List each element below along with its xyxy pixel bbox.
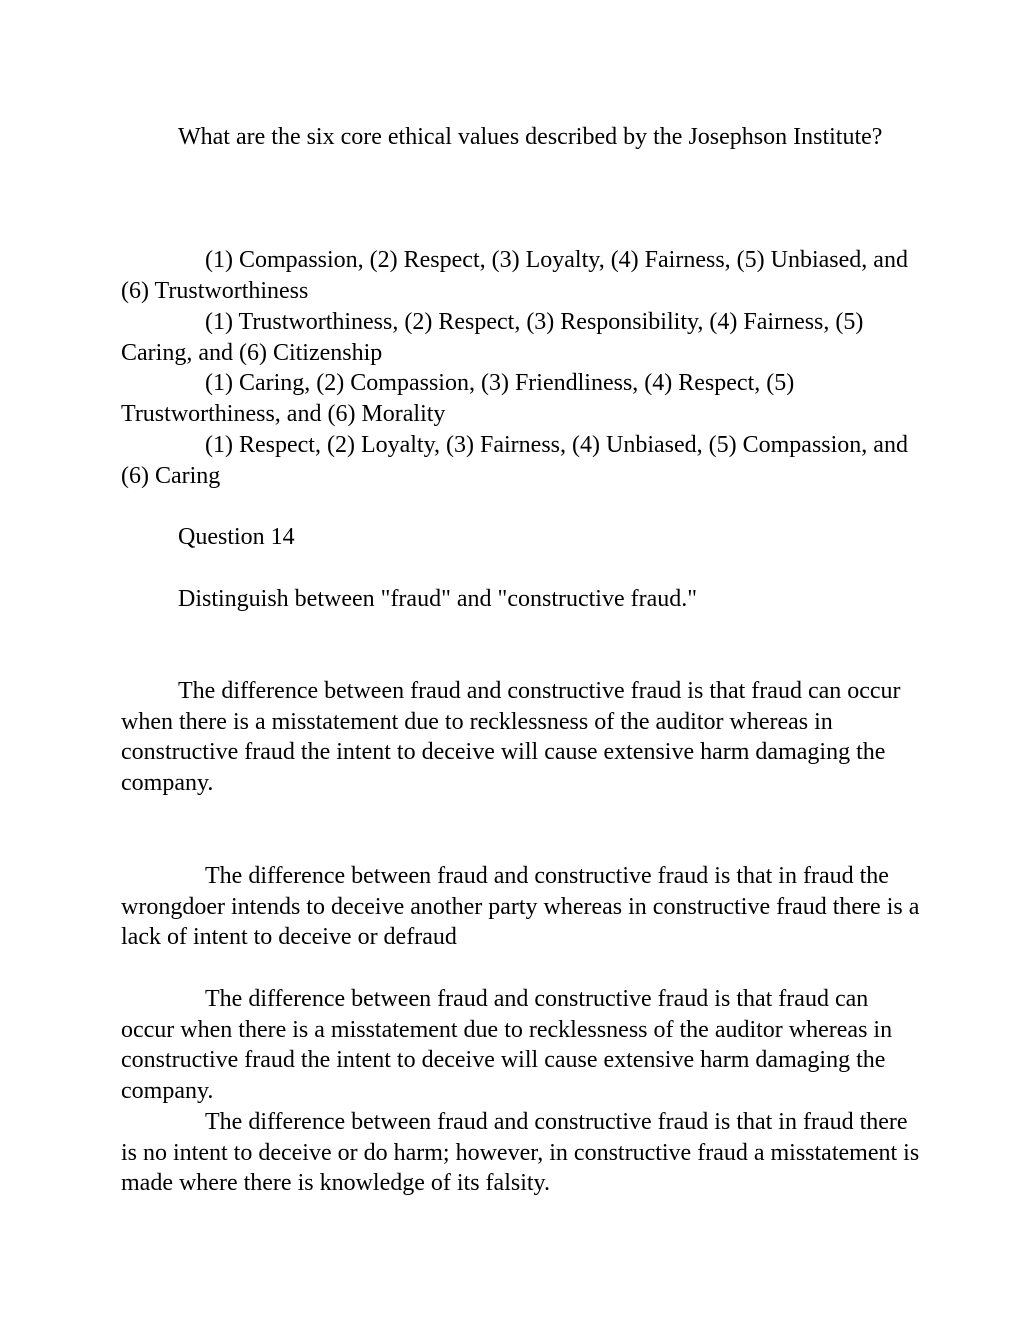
question-14-selected-answer: The difference between fraud and constructive fraud is that fraud can occur when there is a misstatement due to recklessness of the auditor whereas in constructive fraud the intent to deceive will cause extensive harm damaging the company. — [121, 678, 901, 797]
question-14-option-2: The difference between fraud and constructive fraud is that fraud can occur when there is a misstatement due to recklessness of the auditor whereas in constructive fraud the intent to deceive will cause extensive harm damaging the company. — [121, 986, 893, 1105]
question-13-option-3: (1) Caring, (2) Compassion, (3) Friendliness, (4) Respect, (5) Trustworthiness, and (6) Morality — [121, 370, 795, 427]
question-13-text: What are the six core ethical values described by the Josephson Institute? — [178, 124, 883, 150]
question-14-option-3: The difference between fraud and constructive fraud is that in fraud there is no intent to deceive or do harm; however, in constructive fraud a misstatement is made where there is knowledge of its falsity. — [121, 1109, 920, 1197]
question-13-option-1: (1) Compassion, (2) Respect, (3) Loyalty, (4) Fairness, (5) Unbiased, and (6) Trustworthiness — [121, 247, 908, 304]
question-13-option-2: (1) Trustworthiness, (2) Respect, (3) Responsibility, (4) Fairness, (5) Caring, and (6) Citizenship — [121, 309, 864, 366]
question-14-heading: Question 14 — [178, 524, 295, 550]
question-14-text: Distinguish between "fraud" and "constructive fraud." — [178, 586, 698, 612]
question-13-option-4: (1) Respect, (2) Loyalty, (3) Fairness, (4) Unbiased, (5) Compassion, and (6) Caring — [121, 432, 908, 489]
question-14-option-1: The difference between fraud and constructive fraud is that in fraud the wrongdoer intends to deceive another party whereas in constructive fraud there is a lack of intent to deceive or defraud — [121, 863, 920, 951]
